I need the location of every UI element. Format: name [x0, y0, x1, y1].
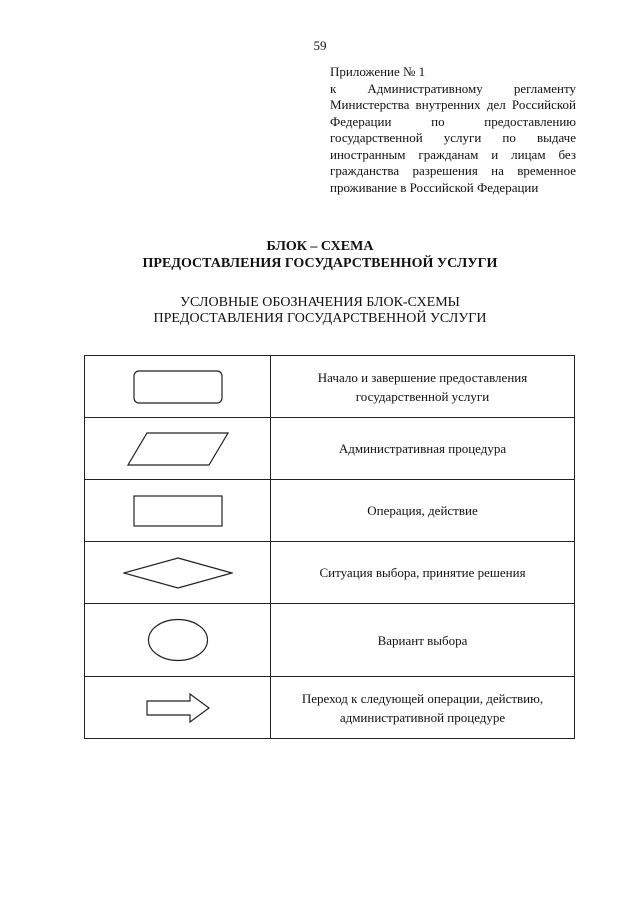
legend-heading [0, 295, 640, 327]
legend-symbol-cell [85, 677, 271, 739]
legend-description [271, 677, 575, 739]
ellipse-icon [147, 618, 209, 662]
subtitle-line: УСЛОВНЫЕ ОБОЗНАЧЕНИЯ БЛОК-СХЕМЫ [180, 295, 460, 310]
legend-text: Операция, действие [367, 503, 478, 518]
legend-symbol-cell [85, 356, 271, 418]
legend-text: Административная процедура [338, 441, 507, 456]
legend-text: государственной услуги [355, 388, 490, 404]
legend-text: Переход к следующей операции, действию, [301, 690, 544, 706]
rounded-rectangle-icon [133, 370, 223, 404]
legend-row [85, 604, 575, 677]
appendix-line: гражданства разрешения на временное [330, 163, 576, 178]
legend-symbol-cell [85, 542, 271, 604]
legend-text: Вариант выбора [377, 632, 468, 648]
legend-description [271, 480, 575, 542]
document-title [0, 238, 640, 272]
legend-description [271, 542, 575, 604]
parallelogram-icon [127, 432, 229, 466]
legend-description [271, 604, 575, 677]
appendix-line: Федерации по предоставлению [330, 113, 576, 129]
rectangle-icon [133, 495, 223, 527]
diamond-icon [123, 557, 233, 589]
appendix-line: проживание в Российской Федерации [330, 179, 539, 195]
appendix-header [330, 64, 576, 196]
legend-text: административной процедуре [339, 709, 506, 725]
appendix-line: к Административному регламенту [330, 80, 576, 96]
legend-row [85, 480, 575, 542]
legend-row [85, 356, 575, 418]
title-line: ПРЕДОСТАВЛЕНИЯ ГОСУДАРСТВЕННОЙ УСЛУГИ [142, 256, 498, 271]
legend-symbol-cell [85, 604, 271, 677]
legend-description [271, 356, 575, 418]
legend-row [85, 677, 575, 739]
appendix-line: иностранным гражданам и лицам без [330, 146, 576, 162]
appendix-line: Министерства внутренних дел Российской [330, 97, 576, 112]
legend-text: Начало и завершение предоставления [317, 369, 528, 385]
appendix-line: Приложение № 1 [330, 64, 426, 79]
subtitle-line: ПРЕДОСТАВЛЕНИЯ ГОСУДАРСТВЕННОЙ УСЛУГИ [153, 311, 487, 326]
title-line: БЛОК – СХЕМА [266, 239, 374, 254]
legend-symbol-cell [85, 480, 271, 542]
legend-row [85, 418, 575, 480]
legend-description [271, 418, 575, 480]
arrow-right-icon [146, 693, 210, 723]
legend-symbol-cell [85, 418, 271, 480]
legend-row [85, 542, 575, 604]
legend-text: Ситуация выбора, принятие решения [319, 565, 526, 580]
appendix-line: государственной услуги по выдаче [330, 130, 576, 145]
page-number: 59 [313, 38, 327, 53]
legend-table [84, 355, 575, 739]
